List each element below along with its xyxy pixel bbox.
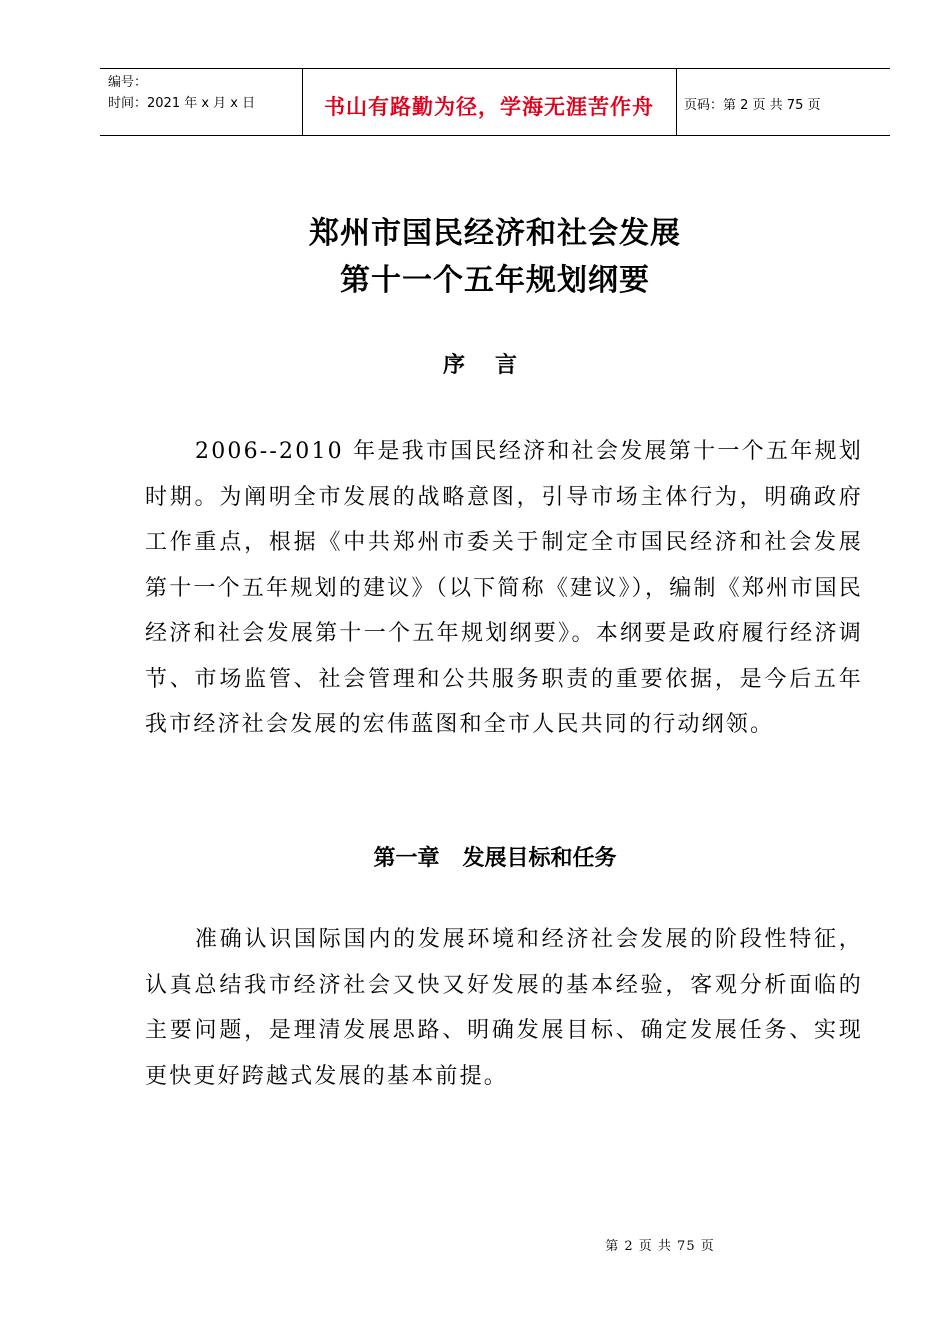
chapter-paragraph: 准确认识国际国内的发展环境和经济社会发展的阶段性特征，认真总结我市经济社会又快又好发展的基本经验，客观分析面临的主要问题，是理清发展思路、明确发展目标、确定发展任务、实现更快更好跨越式发展的基本前提。 — [145, 927, 863, 1089]
code-label: 编号： — [108, 75, 148, 90]
preface-heading: 序言 — [442, 353, 547, 378]
chapter-heading: 第一章 发展目标和任务 — [373, 846, 617, 871]
header-top-rule — [100, 68, 890, 69]
time-label: 时间：2021 年 x 月 x 日 — [108, 96, 256, 111]
header-divider-left — [302, 68, 303, 136]
preface-paragraph: 2006--2010 年是我市国民经济和社会发展第十一个五年规划时期。为阐明全市发展的战略意图，引导市场主体行为，明确政府工作重点，根据《中共郑州市委关于制定全市国民经济和社会发展第十一个五年规划的建议》（以下简称《建议》），编制《郑州市国民经济和社会发展第十一个五年规划纲要》。本纲要是政府履行经济调节、市场监管、社会管理和公共服务职责的重要依据，是今后五年我市经济社会发展的宏伟蓝图和全市人民共同的行动纲领。 — [145, 439, 863, 737]
document-title-line1: 郑州市国民经济和社会发展 — [309, 216, 681, 251]
header-page-code: 页码：第 2 页 共 75 页 — [684, 98, 821, 113]
page-footer — [0, 1235, 950, 1254]
header-divider-right — [676, 68, 677, 136]
document-title-line2: 第十一个五年规划纲要 — [340, 263, 650, 298]
header-motto: 书山有路勤为径，学海无涯苦作舟 — [324, 95, 654, 119]
header-bottom-rule — [100, 135, 890, 136]
footer-page-number: 第 2 页 共 75 页 — [605, 1239, 715, 1254]
